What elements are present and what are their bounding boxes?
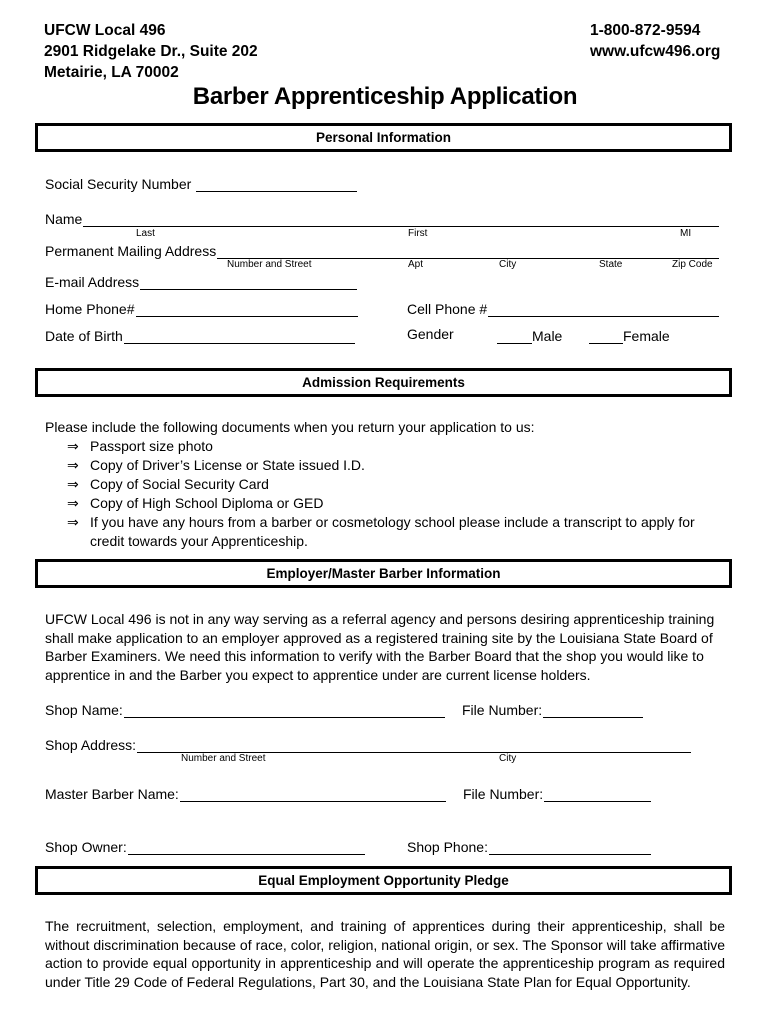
section-header-personal xyxy=(35,123,732,152)
list-item: ⇒ If you have any hours from a barber or cosmetology school please include a transcript to apply for credit towards your Apprenticeship. xyxy=(67,514,695,549)
male-blank[interactable] xyxy=(497,329,532,344)
section-title: Equal Employment Opportunity Pledge xyxy=(258,873,509,888)
org-website: www.ufcw496.org xyxy=(590,43,721,60)
name-sub-first: First xyxy=(408,228,428,239)
gender-female-field[interactable] xyxy=(589,326,679,344)
file-number2-label: File Number: xyxy=(463,786,544,802)
name-sub-mi: MI xyxy=(680,228,692,239)
male-label: Male xyxy=(532,328,563,344)
list-item: ⇒ Passport size photo xyxy=(67,438,213,454)
shop-owner-label: Shop Owner: xyxy=(45,839,127,855)
org-address-line1: 2901 Ridgelake Dr., Suite 202 xyxy=(44,43,258,60)
mailing-address-field[interactable] xyxy=(45,241,719,259)
address-sub-city: City xyxy=(499,259,517,270)
master-barber-label: Master Barber Name: xyxy=(45,786,179,802)
master-barber-field[interactable] xyxy=(45,784,446,802)
female-label: Female xyxy=(623,328,670,344)
section-header-eeo xyxy=(35,866,732,895)
list-item: ⇒ Copy of Social Security Card xyxy=(67,476,269,492)
shop-owner-field[interactable] xyxy=(45,837,365,855)
ssn-label: Social Security Number xyxy=(45,176,192,192)
list-item: ⇒ Copy of High School Diploma or GED xyxy=(67,495,324,511)
dob-field[interactable] xyxy=(45,326,355,344)
arrow-icon: ⇒ xyxy=(67,438,79,454)
shop-address-label: Shop Address: xyxy=(45,737,137,753)
arrow-icon: ⇒ xyxy=(67,476,79,492)
list-item: ⇒ Copy of Driver’s License or State issued I.D. xyxy=(67,457,365,473)
arrow-icon: ⇒ xyxy=(67,514,79,530)
shop-phone-field[interactable] xyxy=(407,837,651,855)
email-field[interactable] xyxy=(45,272,357,290)
shop-address-sub-street: Number and Street xyxy=(181,753,266,764)
cell-phone-label: Cell Phone # xyxy=(407,301,488,317)
section-title: Personal Information xyxy=(315,130,452,145)
name-field[interactable] xyxy=(45,209,719,227)
address-sub-apt: Apt xyxy=(408,259,424,270)
address-sub-street: Number and Street xyxy=(227,259,312,270)
arrow-icon: ⇒ xyxy=(67,457,79,473)
shop-address-sub-city: City xyxy=(499,753,517,764)
admission-intro: Please include the following documents when you return your application to us: xyxy=(45,419,535,435)
address-sub-zip: Zip Code xyxy=(672,259,713,270)
email-label: E-mail Address xyxy=(45,274,140,290)
page-title: Barber Apprenticeship Application xyxy=(192,83,578,110)
org-phone: 1-800-872-9594 xyxy=(590,22,701,39)
org-address-line2: Metairie, LA 70002 xyxy=(44,64,179,81)
shop-name-field[interactable] xyxy=(45,700,445,718)
gender-label: Gender xyxy=(407,326,454,342)
file-number2-field[interactable] xyxy=(463,784,651,802)
home-phone-field[interactable] xyxy=(45,299,358,317)
shop-address-field[interactable] xyxy=(45,735,691,753)
section-header-admission xyxy=(35,368,732,397)
shop-phone-label: Shop Phone: xyxy=(407,839,488,855)
address-sub-state: State xyxy=(599,259,623,270)
gender-male-field[interactable] xyxy=(497,326,572,344)
mailing-address-label: Permanent Mailing Address xyxy=(45,243,217,259)
shop-name-label: Shop Name: xyxy=(45,702,123,718)
cell-phone-field[interactable] xyxy=(407,299,719,317)
female-blank[interactable] xyxy=(589,329,623,344)
name-sub-last: Last xyxy=(136,228,155,239)
home-phone-label: Home Phone# xyxy=(45,301,135,317)
employer-paragraph: UFCW Local 496 is not in any way serving as a referral agency and persons desiring apprenticeship training shall make application to an employer approved as a registered training site by the Louisiana State Board of Barber Examiners. We need this information to verify with the Barber Board that the shop you would like to apprentice in and the Barber you expect to apprentice under are current license holders. xyxy=(45,611,715,683)
name-label: Name xyxy=(45,211,83,227)
ssn-field[interactable] xyxy=(45,174,357,192)
file-number-field[interactable] xyxy=(462,700,643,718)
dob-label: Date of Birth xyxy=(45,328,123,344)
file-number-label: File Number: xyxy=(462,702,543,718)
org-name: UFCW Local 496 xyxy=(44,22,166,39)
section-header-employer xyxy=(35,559,732,588)
section-title: Admission Requirements xyxy=(302,375,465,390)
eeo-paragraph: The recruitment, selection, employment, and training of apprentices during their apprenticeship, shall be without discrimination because of race, color, religion, national origin, or sex. The Sponsor will take affirmative action to provide equal opportunity in apprenticeship and will operate the apprenticeship program as required under Title 29 Code of Federal Regulations, Part 30, and the Louisiana State Plan for Equal Opportunity. xyxy=(45,918,725,990)
section-title: Employer/Master Barber Information xyxy=(266,566,501,581)
arrow-icon: ⇒ xyxy=(67,495,79,511)
